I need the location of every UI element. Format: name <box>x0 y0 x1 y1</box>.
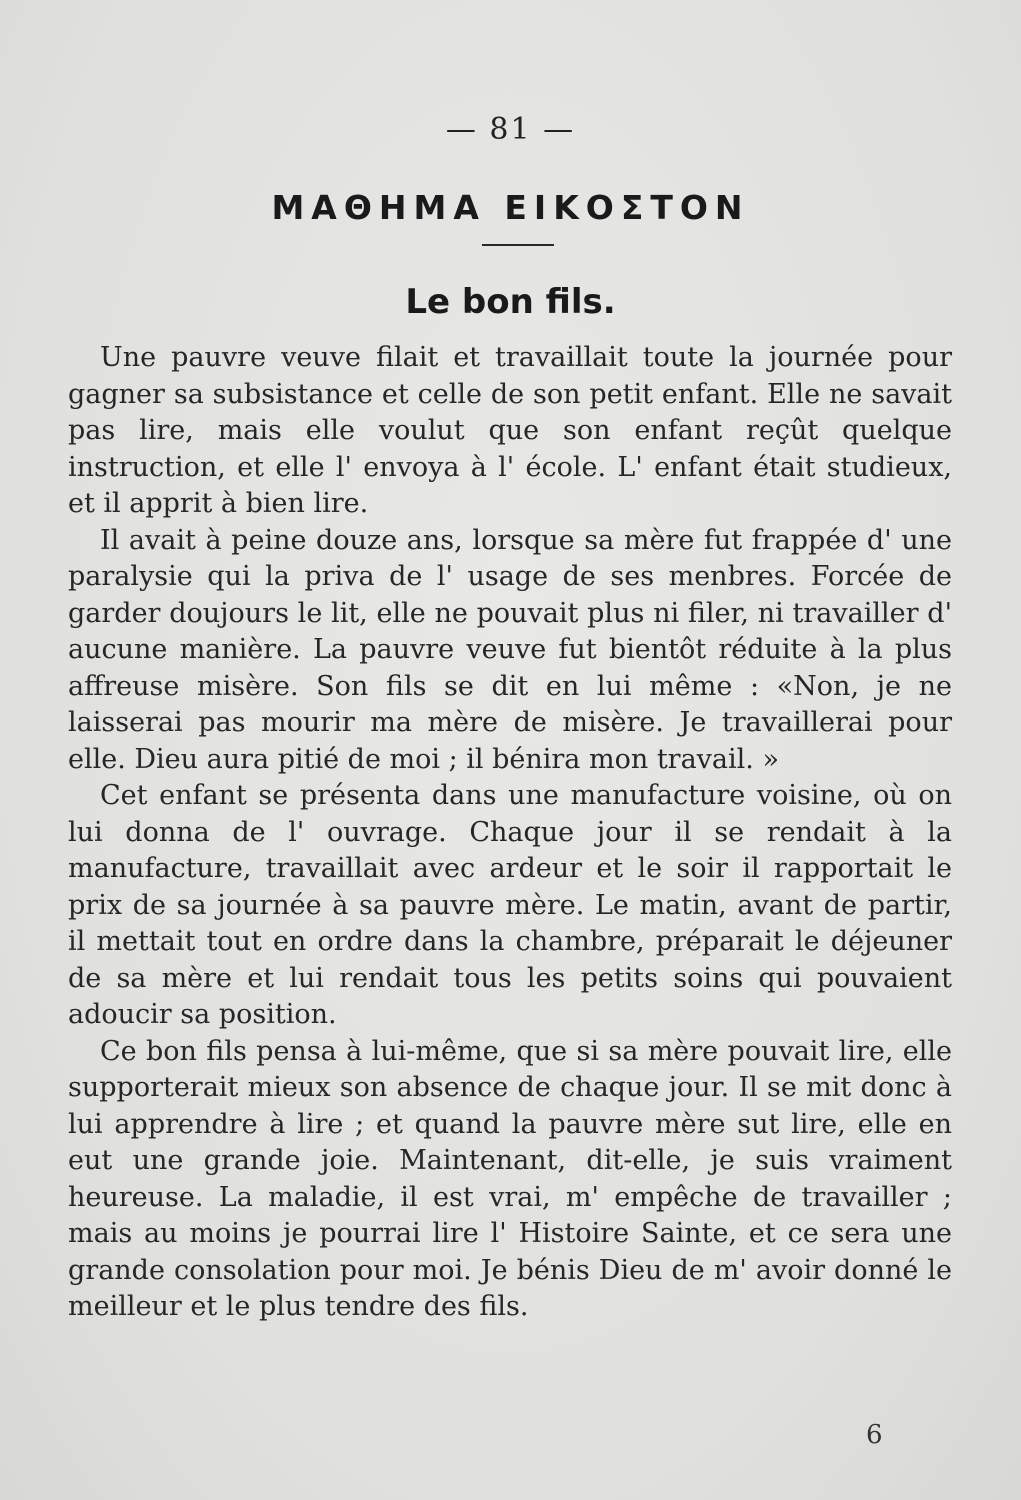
paragraph-2: Il avait à peine douze ans, lorsque sa mère fut frappée d' une paralysie qui la priva de l' usage de ses menbres. Forcée de garder doujours le lit, elle ne pouvait plus ni filer, ni travailler d' aucune manière. La pauvre veuve fut bientôt réduite à la plus affreuse misère. Son fils se dit en lui même : «Non, je ne laisserai pas mourir ma mère de misère. Je travaillerai pour elle. Dieu aura pitié de moi ; il bénira mon travail. » <box>68 524 952 775</box>
story-title: Le bon fils. <box>405 282 616 322</box>
story-body <box>68 340 952 1326</box>
title-divider <box>482 244 554 246</box>
page-number: — 81 — <box>445 112 576 147</box>
paragraph-4: Ce bon fils pensa à lui-même, que si sa mère pouvait lire, elle supporterait mieux son absence de chaque jour. Il se mit donc à lui apprendre à lire ; et quand la pauvre mère sut lire, elle en eut une grande joie. Maintenant, dit-elle, je suis vraiment heureuse. La maladie, il est vrai, m' empêche de travailler ; mais au moins je pourrai lire l' Histoire Sainte, et ce sera une grande consolation pour moi. Je bénis Dieu de m' avoir donné le meilleur et le plus tendre des fils. <box>68 1035 952 1322</box>
paragraph-3: Cet enfant se présenta dans une manufacture voisine, où on lui donna de l' ouvrage. Chaque jour il se rendait à la manufacture, travaillait avec ardeur et le soir il rapportait le prix de sa journée à sa pauvre mère. Le matin, avant de partir, il mettait tout en ordre dans la chambre, préparait le déjeuner de sa mère et lui rendait tous les petits soins qui pouvaient adoucir sa position. <box>68 780 952 1030</box>
signature-mark: 6 <box>866 1420 883 1450</box>
paragraph-1: Une pauvre veuve filait et travaillait toute la journée pour gagner sa subsistance et celle de son petit enfant. Elle ne savait pas lire, mais elle voulut que son enfant reçût quelque instruction, et elle l' envoya à l' école. L' enfant était studieux, et il apprit à bien lire. <box>68 342 952 519</box>
lesson-title: ΜΑΘΗΜΑ ΕΙΚΟΣΤΟΝ <box>271 188 750 227</box>
